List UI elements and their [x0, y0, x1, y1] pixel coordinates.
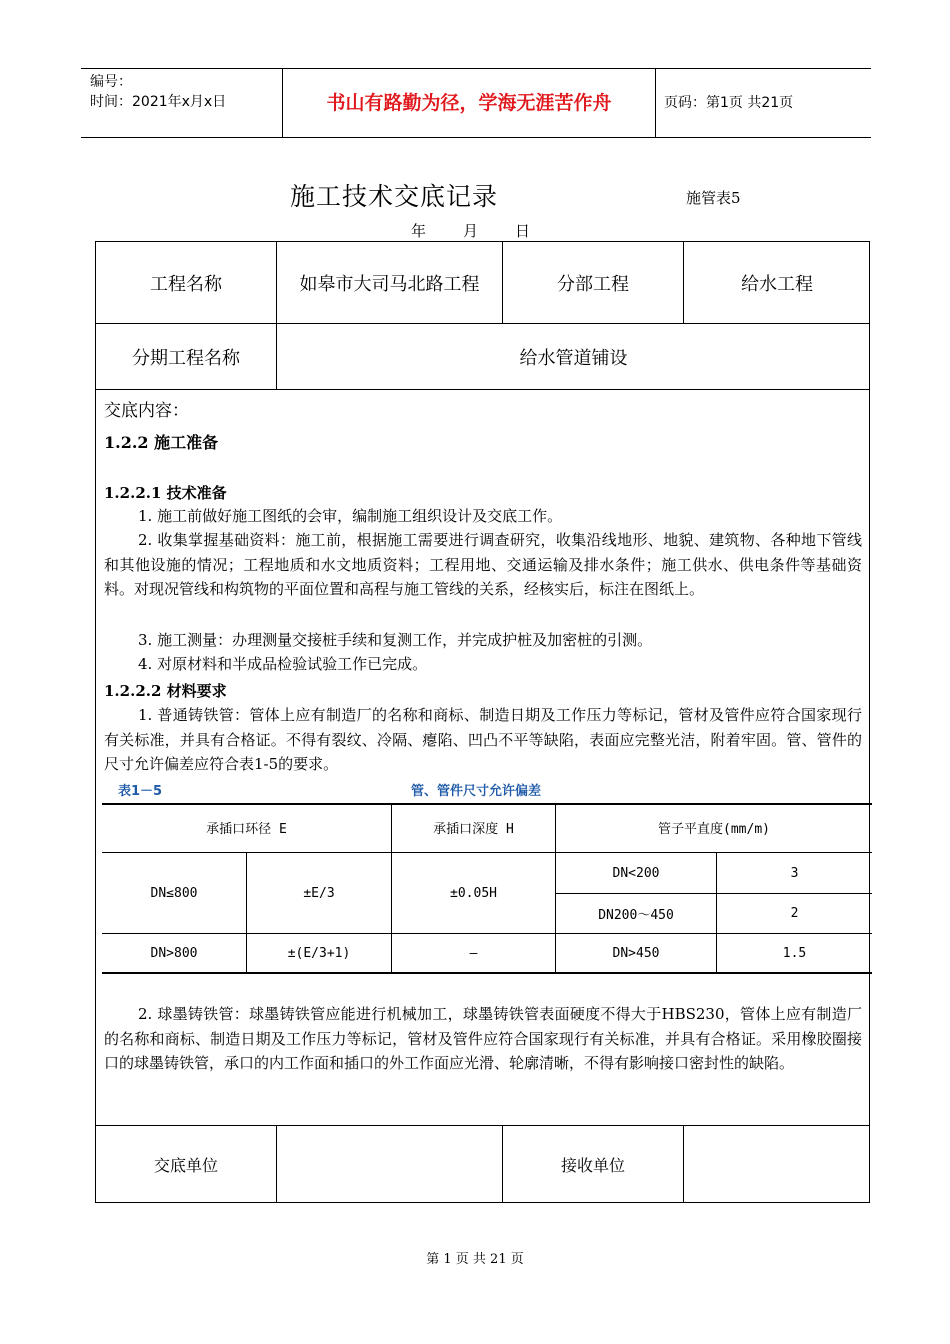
section-heading: 1.2.2 施工准备	[104, 433, 219, 452]
content-label: 交底内容：	[104, 401, 189, 421]
project-name-value: 如皋市大司马北路工程	[299, 273, 480, 295]
date-day: 日	[515, 222, 531, 240]
date-line	[411, 220, 567, 241]
row2-ring-tolerance: ±(E/3+1)	[287, 945, 351, 961]
project-name-label: 工程名称	[150, 273, 222, 295]
page-footer: 第 1 页 共 21 页	[426, 1252, 524, 1267]
table-caption-title: 管、管件尺寸允许偏差	[411, 784, 542, 799]
time-label: 时间：2021年x月x日	[90, 94, 227, 110]
issuer-value[interactable]	[277, 1126, 502, 1203]
issuer-label: 交底单位	[153, 1156, 218, 1175]
flat2-diameter: DN200～450	[598, 908, 674, 923]
flat1-diameter: DN<200	[612, 865, 660, 881]
flat3-diameter: DN>450	[612, 945, 660, 961]
flat1-value: 3	[790, 865, 799, 881]
date-month: 月	[463, 222, 479, 240]
flat3-value: 1.5	[782, 945, 807, 961]
paragraph-4: 4. 对原材料和半成品检验试验工作已完成。	[138, 655, 428, 673]
header-ring-diameter: 承插口环径 E	[206, 822, 287, 837]
receiver-label: 接收单位	[560, 1156, 625, 1175]
paragraph-5: 1. 普通铸铁管：管体上应有制造厂的名称和商标、制造日期及工作压力等标记，管材及管件应符合国家现行有关标准，并具有合格证。不得有裂纹、冷隔、瘪陷、凹凸不平等缺陷，表面应完整光洁，附着牢固。管、管件的尺寸允许偏差应符合表1-5的要求。	[104, 706, 862, 773]
flat2-value: 2	[790, 906, 799, 921]
page-info: 页码：第1页 共21页	[664, 95, 794, 111]
row2-depth-tolerance: —	[469, 945, 478, 961]
header-straightness: 管子平直度(mm/m)	[658, 822, 770, 837]
phase-value: 给水管道铺设	[519, 347, 628, 369]
material-heading: 1.2.2.2 材料要求	[104, 682, 227, 700]
row1-diameter: DN≤800	[150, 885, 198, 901]
table-caption-number: 表1－5	[118, 784, 163, 799]
technical-prep-heading: 1.2.2.1 技术准备	[104, 484, 227, 502]
date-year: 年	[411, 222, 427, 240]
sub-project-value: 给水工程	[741, 273, 813, 295]
tolerance-table	[102, 803, 872, 973]
paragraph-1: 1. 施工前做好施工图纸的会审，编制施工组织设计及交底工作。	[138, 507, 563, 525]
header-left	[90, 72, 226, 112]
receiver-value[interactable]	[684, 1126, 870, 1203]
paragraph-6: 2. 球墨铸铁管：球墨铸铁管应能进行机械加工，球墨铸铁管表面硬度不得大于HBS230，管体上应有制造厂的名称和商标、制造日期及工作压力等标记，管材及管件应符合国家现行有关标准，并具有合格证。采用橡胶圈接口的球墨铸铁管，承口的内工作面和插口的外工作面应光滑、轮廓清晰，不得有影响接口密封性的缺陷。	[104, 1005, 862, 1072]
paragraph-3: 3. 施工测量：办理测量交接桩手续和复测工作，并完成护桩及加密桩的引测。	[138, 631, 653, 649]
form-number: 施管表5	[686, 189, 741, 207]
phase-label: 分期工程名称	[132, 347, 240, 369]
number-label: 编号：	[90, 74, 132, 90]
header-socket-depth: 承插口深度 H	[433, 822, 514, 837]
row1-ring-tolerance: ±E/3	[303, 885, 335, 901]
sub-project-label: 分部工程	[557, 273, 629, 295]
motto: 书山有路勤为径，学海无涯苦作舟	[326, 92, 612, 114]
row1-depth-tolerance: ±0.05H	[450, 885, 497, 901]
document-title: 施工技术交底记录	[290, 182, 499, 211]
paragraph-2: 2. 收集掌握基础资料：施工前，根据施工需要进行调查研究，收集沿线地形、地貌、建筑物、各种地下管线和其他设施的情况；工程地质和水文地质资料；工程用地、交通运输及排水条件；施工供水、供电条件等基础资料。对现况管线和构筑物的平面位置和高程与施工管线的关系，经核实后，标注在图纸上。	[104, 531, 862, 598]
row2-diameter: DN>800	[150, 945, 198, 961]
